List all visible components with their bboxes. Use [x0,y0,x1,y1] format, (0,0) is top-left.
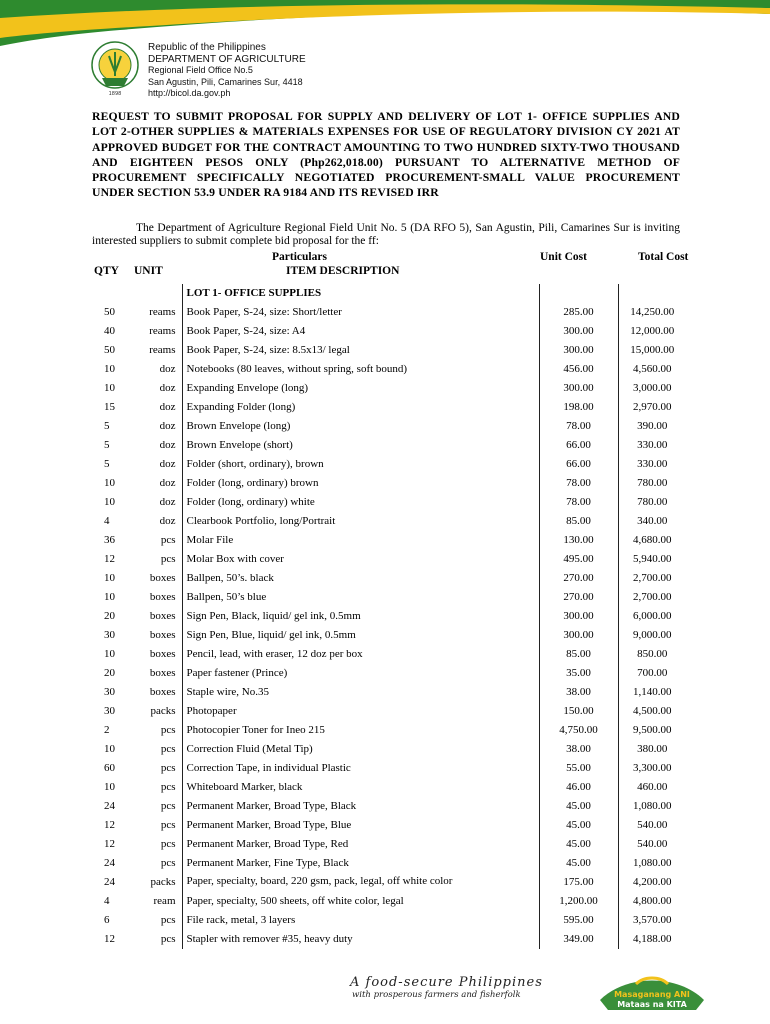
office-name: Regional Field Office No.5 [148,65,253,75]
qty-cell: 15 [104,401,115,413]
table-row [92,702,680,721]
qty-cell: 30 [104,686,115,698]
header-unit-cost: Unit Cost [540,251,587,263]
table-row [92,892,680,911]
total-cost-cell: 380.00 [637,743,668,755]
table-row [92,398,680,417]
qty-cell: 40 [104,325,115,337]
unit-cost-cell: 38.00 [539,683,618,702]
description-cell: Permanent Marker, Broad Type, Red [182,835,539,854]
unit-cost-cell: 175.00 [539,873,618,892]
document-title: REQUEST TO SUBMIT PROPOSAL FOR SUPPLY AND DELIVERY OF LOT 1- OFFICE SUPPLIES AND LOT 2-OTHER SUPPLIES & MATERIALS EXPENSES FOR USE OF REGULATORY DIVISION CY 2021 AT APPROVED BUDGET FOR THE CONTRACT AMOUNTING TO TWO HUNDRED SIXTY-TWO THOUSAND AND EIGHTEEN PESOS ONLY (Php262,018.00) PURSUANT TO ALTERNATIVE METHOD OF PROCUREMENT SPECIFICALLY NEGOTIATED PROCUREMENT-SMALL VALUE PROCUREMENT UNDER SECTION 53.9 UNDER RA 9184 AND ITS REVISED IRR [92,110,680,200]
table-row [92,531,680,550]
unit-cell: reams [130,322,182,341]
description-cell: Book Paper, S-24, size: 8.5x13/ legal [182,341,539,360]
footer-tagline [350,975,543,1000]
unit-cell: pcs [130,911,182,930]
unit-cost-cell: 130.00 [539,531,618,550]
unit-cost-cell: 285.00 [539,303,618,322]
unit-cost-cell: 35.00 [539,664,618,683]
office-address: San Agustin, Pili, Camarines Sur, 4418 [148,76,303,87]
unit-cell: boxes [130,683,182,702]
table-row [92,303,680,322]
table-row [92,740,680,759]
unit-cost-cell: 45.00 [539,797,618,816]
total-cost-cell: 3,300.00 [633,762,672,774]
table-row [92,474,680,493]
description-cell: Ballpen, 50’s. black [182,569,539,588]
description-cell: Photocopier Toner for Ineo 215 [182,721,539,740]
intro-text: The Department of Agriculture Regional Field Unit No. 5 (DA RFO 5), San Agustin, Pili, Camarines Sur is inviting interested suppliers to submit complete bid proposal for the ff: [92,222,680,247]
unit-cost-cell: 456.00 [539,360,618,379]
svg-text:Masaganang ANI: Masaganang ANI [614,990,690,999]
table-row [92,645,680,664]
qty-cell: 50 [104,344,115,356]
unit-cell: doz [130,360,182,379]
description-cell: Folder (long, ordinary) white [182,493,539,512]
department-seal-logo [90,40,140,98]
total-cost-cell: 4,800.00 [633,895,672,907]
unit-cost-cell: 45.00 [539,816,618,835]
unit-cell: boxes [130,664,182,683]
description-cell: Permanent Marker, Fine Type, Black [182,854,539,873]
qty-cell: 10 [104,496,115,508]
agency-header [148,42,306,100]
description-cell: Whiteboard Marker, black [182,778,539,797]
total-cost-cell: 780.00 [637,477,668,489]
total-cost-cell: 9,000.00 [633,629,672,641]
qty-cell: 30 [104,705,115,717]
description-cell: File rack, metal, 3 layers [182,911,539,930]
description-cell: Paper fastener (Prince) [182,664,539,683]
unit-cell: reams [130,341,182,360]
table-row [92,550,680,569]
unit-cost-cell: 595.00 [539,911,618,930]
unit-cost-cell: 300.00 [539,626,618,645]
description-cell: Molar File [182,531,539,550]
total-cost-cell: 460.00 [637,781,668,793]
table-row [92,797,680,816]
qty-cell: 12 [104,838,115,850]
header-qty: QTY [94,265,119,277]
table-row [92,493,680,512]
description-cell: Correction Fluid (Metal Tip) [182,740,539,759]
unit-cell: boxes [130,645,182,664]
description-cell: Notebooks (80 leaves, without spring, soft bound) [182,360,539,379]
table-row [92,455,680,474]
unit-cell: pcs [130,759,182,778]
total-cost-cell: 540.00 [637,819,668,831]
unit-cell: doz [130,436,182,455]
unit-cost-cell: 198.00 [539,398,618,417]
unit-cost-cell: 46.00 [539,778,618,797]
svg-text:1898: 1898 [108,91,122,97]
unit-cost-cell: 495.00 [539,550,618,569]
unit-cell: doz [130,417,182,436]
description-cell: Folder (long, ordinary) brown [182,474,539,493]
table-row [92,873,680,892]
qty-cell: 10 [104,648,115,660]
unit-cost-cell: 55.00 [539,759,618,778]
header-total-cost: Total Cost [638,251,689,263]
unit-cost-cell: 300.00 [539,607,618,626]
description-cell: Permanent Marker, Broad Type, Black [182,797,539,816]
unit-cell: boxes [130,626,182,645]
website-link[interactable]: http://bicol.da.gov.ph [148,88,231,98]
qty-cell: 2 [104,724,110,736]
unit-cost-cell: 270.00 [539,569,618,588]
qty-cell: 36 [104,534,115,546]
qty-cell: 30 [104,629,115,641]
description-cell: Brown Envelope (long) [182,417,539,436]
items-table [92,284,680,949]
total-cost-cell: 15,000.00 [630,344,675,356]
qty-cell: 12 [104,819,115,831]
unit-cell: pcs [130,816,182,835]
unit-cell: doz [130,474,182,493]
total-cost-cell: 12,000.00 [630,325,675,337]
table-row [92,417,680,436]
table-row [92,778,680,797]
total-cost-cell: 4,200.00 [633,876,672,888]
table-row [92,322,680,341]
description-cell: Staple wire, No.35 [182,683,539,702]
unit-cell: doz [130,379,182,398]
unit-cell: pcs [130,740,182,759]
description-cell: Expanding Folder (long) [182,398,539,417]
table-row [92,626,680,645]
description-cell: Expanding Envelope (long) [182,379,539,398]
total-cost-cell: 4,560.00 [633,363,672,375]
unit-cost-cell: 300.00 [539,341,618,360]
unit-cell: packs [130,873,182,892]
unit-cost-cell: 270.00 [539,588,618,607]
unit-cell: doz [130,398,182,417]
qty-cell: 24 [104,857,115,869]
description-cell: Paper, specialty, board, 220 gsm, pack, legal, off white color [182,873,539,892]
section-label: LOT 1- OFFICE SUPPLIES [182,284,539,303]
qty-cell: 20 [104,667,115,679]
total-cost-cell: 9,500.00 [633,724,672,736]
unit-cost-cell: 300.00 [539,322,618,341]
total-cost-cell: 330.00 [637,439,668,451]
qty-cell: 24 [104,876,115,888]
unit-cost-cell: 45.00 [539,835,618,854]
description-cell: Book Paper, S-24, size: A4 [182,322,539,341]
qty-cell: 60 [104,762,115,774]
description-cell: Brown Envelope (short) [182,436,539,455]
unit-cost-cell: 85.00 [539,645,618,664]
unit-cell: pcs [130,930,182,949]
unit-cost-cell: 38.00 [539,740,618,759]
table-row [92,721,680,740]
total-cost-cell: 1,080.00 [633,857,672,869]
table-row [92,569,680,588]
header-item-description: ITEM DESCRIPTION [286,265,400,277]
svg-text:Mataas na KITA: Mataas na KITA [617,1000,687,1009]
unit-cell: pcs [130,550,182,569]
description-cell: Sign Pen, Blue, liquid/ gel ink, 0.5mm [182,626,539,645]
unit-cell: boxes [130,607,182,626]
unit-cell: ream [130,892,182,911]
qty-cell: 10 [104,743,115,755]
unit-cost-cell: 66.00 [539,455,618,474]
table-row [92,607,680,626]
qty-cell: 10 [104,477,115,489]
table-row [92,759,680,778]
table-row [92,854,680,873]
total-cost-cell: 5,940.00 [633,553,672,565]
table-row [92,911,680,930]
section-row [92,284,680,303]
unit-cell: pcs [130,721,182,740]
total-cost-cell: 540.00 [637,838,668,850]
unit-cost-cell: 78.00 [539,417,618,436]
description-cell: Clearbook Portfolio, long/Portrait [182,512,539,531]
description-cell: Folder (short, ordinary), brown [182,455,539,474]
unit-cell: pcs [130,835,182,854]
qty-cell: 10 [104,382,115,394]
total-cost-cell: 4,680.00 [633,534,672,546]
description-cell: Book Paper, S-24, size: Short/letter [182,303,539,322]
header-unit: UNIT [134,265,163,277]
unit-cost-cell: 78.00 [539,493,618,512]
table-row [92,664,680,683]
qty-cell: 6 [104,914,110,926]
unit-cell: packs [130,702,182,721]
qty-cell: 4 [104,515,110,527]
total-cost-cell: 2,700.00 [633,591,672,603]
qty-cell: 5 [104,420,110,432]
qty-cell: 5 [104,439,110,451]
total-cost-cell: 340.00 [637,515,668,527]
table-row [92,341,680,360]
total-cost-cell: 1,080.00 [633,800,672,812]
total-cost-cell: 3,570.00 [633,914,672,926]
tagline-text: A food-secure Philippines [350,975,543,990]
unit-cost-cell: 150.00 [539,702,618,721]
qty-cell: 10 [104,591,115,603]
total-cost-cell: 850.00 [637,648,668,660]
description-cell: Sign Pen, Black, liquid/ gel ink, 0.5mm [182,607,539,626]
qty-cell: 12 [104,553,115,565]
total-cost-cell: 700.00 [637,667,668,679]
table-row [92,683,680,702]
unit-cost-cell: 45.00 [539,854,618,873]
unit-cell: boxes [130,569,182,588]
table-row [92,588,680,607]
table-row [92,379,680,398]
republic-line: Republic of the Philippines [148,42,266,53]
qty-cell: 20 [104,610,115,622]
description-cell: Pencil, lead, with eraser, 12 doz per box [182,645,539,664]
table-row [92,816,680,835]
qty-cell: 10 [104,781,115,793]
unit-cell: doz [130,493,182,512]
qty-cell: 5 [104,458,110,470]
total-cost-cell: 4,500.00 [633,705,672,717]
header-particulars: Particulars [272,251,327,263]
qty-cell: 10 [104,572,115,584]
unit-cell: pcs [130,854,182,873]
unit-cell: doz [130,512,182,531]
total-cost-cell: 6,000.00 [633,610,672,622]
description-cell: Molar Box with cover [182,550,539,569]
unit-cell: pcs [130,797,182,816]
table-row [92,835,680,854]
table-row [92,360,680,379]
qty-cell: 50 [104,306,115,318]
unit-cell: pcs [130,778,182,797]
total-cost-cell: 1,140.00 [633,686,672,698]
qty-cell: 10 [104,363,115,375]
unit-cell: doz [130,455,182,474]
unit-cost-cell: 1,200.00 [539,892,618,911]
description-cell: Stapler with remover #35, heavy duty [182,930,539,949]
subtagline-text: with prosperous farmers and fisherfolk [352,990,521,1000]
unit-cost-cell: 78.00 [539,474,618,493]
table-row [92,436,680,455]
description-cell: Correction Tape, in individual Plastic [182,759,539,778]
description-cell: Paper, specialty, 500 sheets, off white color, legal [182,892,539,911]
masaganang-ani-badge-logo [596,970,708,1012]
total-cost-cell: 2,970.00 [633,401,672,413]
table-row [92,930,680,949]
total-cost-cell: 330.00 [637,458,668,470]
description-cell: Ballpen, 50’s blue [182,588,539,607]
unit-cost-cell: 85.00 [539,512,618,531]
unit-cost-cell: 4,750.00 [539,721,618,740]
qty-cell: 4 [104,895,110,907]
table-row [92,512,680,531]
intro-paragraph [92,222,680,248]
total-cost-cell: 2,700.00 [633,572,672,584]
unit-cost-cell: 66.00 [539,436,618,455]
description-cell: Photopaper [182,702,539,721]
unit-cell: boxes [130,588,182,607]
total-cost-cell: 4,188.00 [633,933,672,945]
total-cost-cell: 780.00 [637,496,668,508]
total-cost-cell: 390.00 [637,420,668,432]
unit-cost-cell: 300.00 [539,379,618,398]
unit-cost-cell: 349.00 [539,930,618,949]
total-cost-cell: 14,250.00 [630,306,675,318]
qty-cell: 24 [104,800,115,812]
description-cell: Permanent Marker, Broad Type, Blue [182,816,539,835]
department-name: DEPARTMENT OF AGRICULTURE [148,53,306,65]
total-cost-cell: 3,000.00 [633,382,672,394]
qty-cell: 12 [104,933,115,945]
unit-cell: reams [130,303,182,322]
unit-cell: pcs [130,531,182,550]
